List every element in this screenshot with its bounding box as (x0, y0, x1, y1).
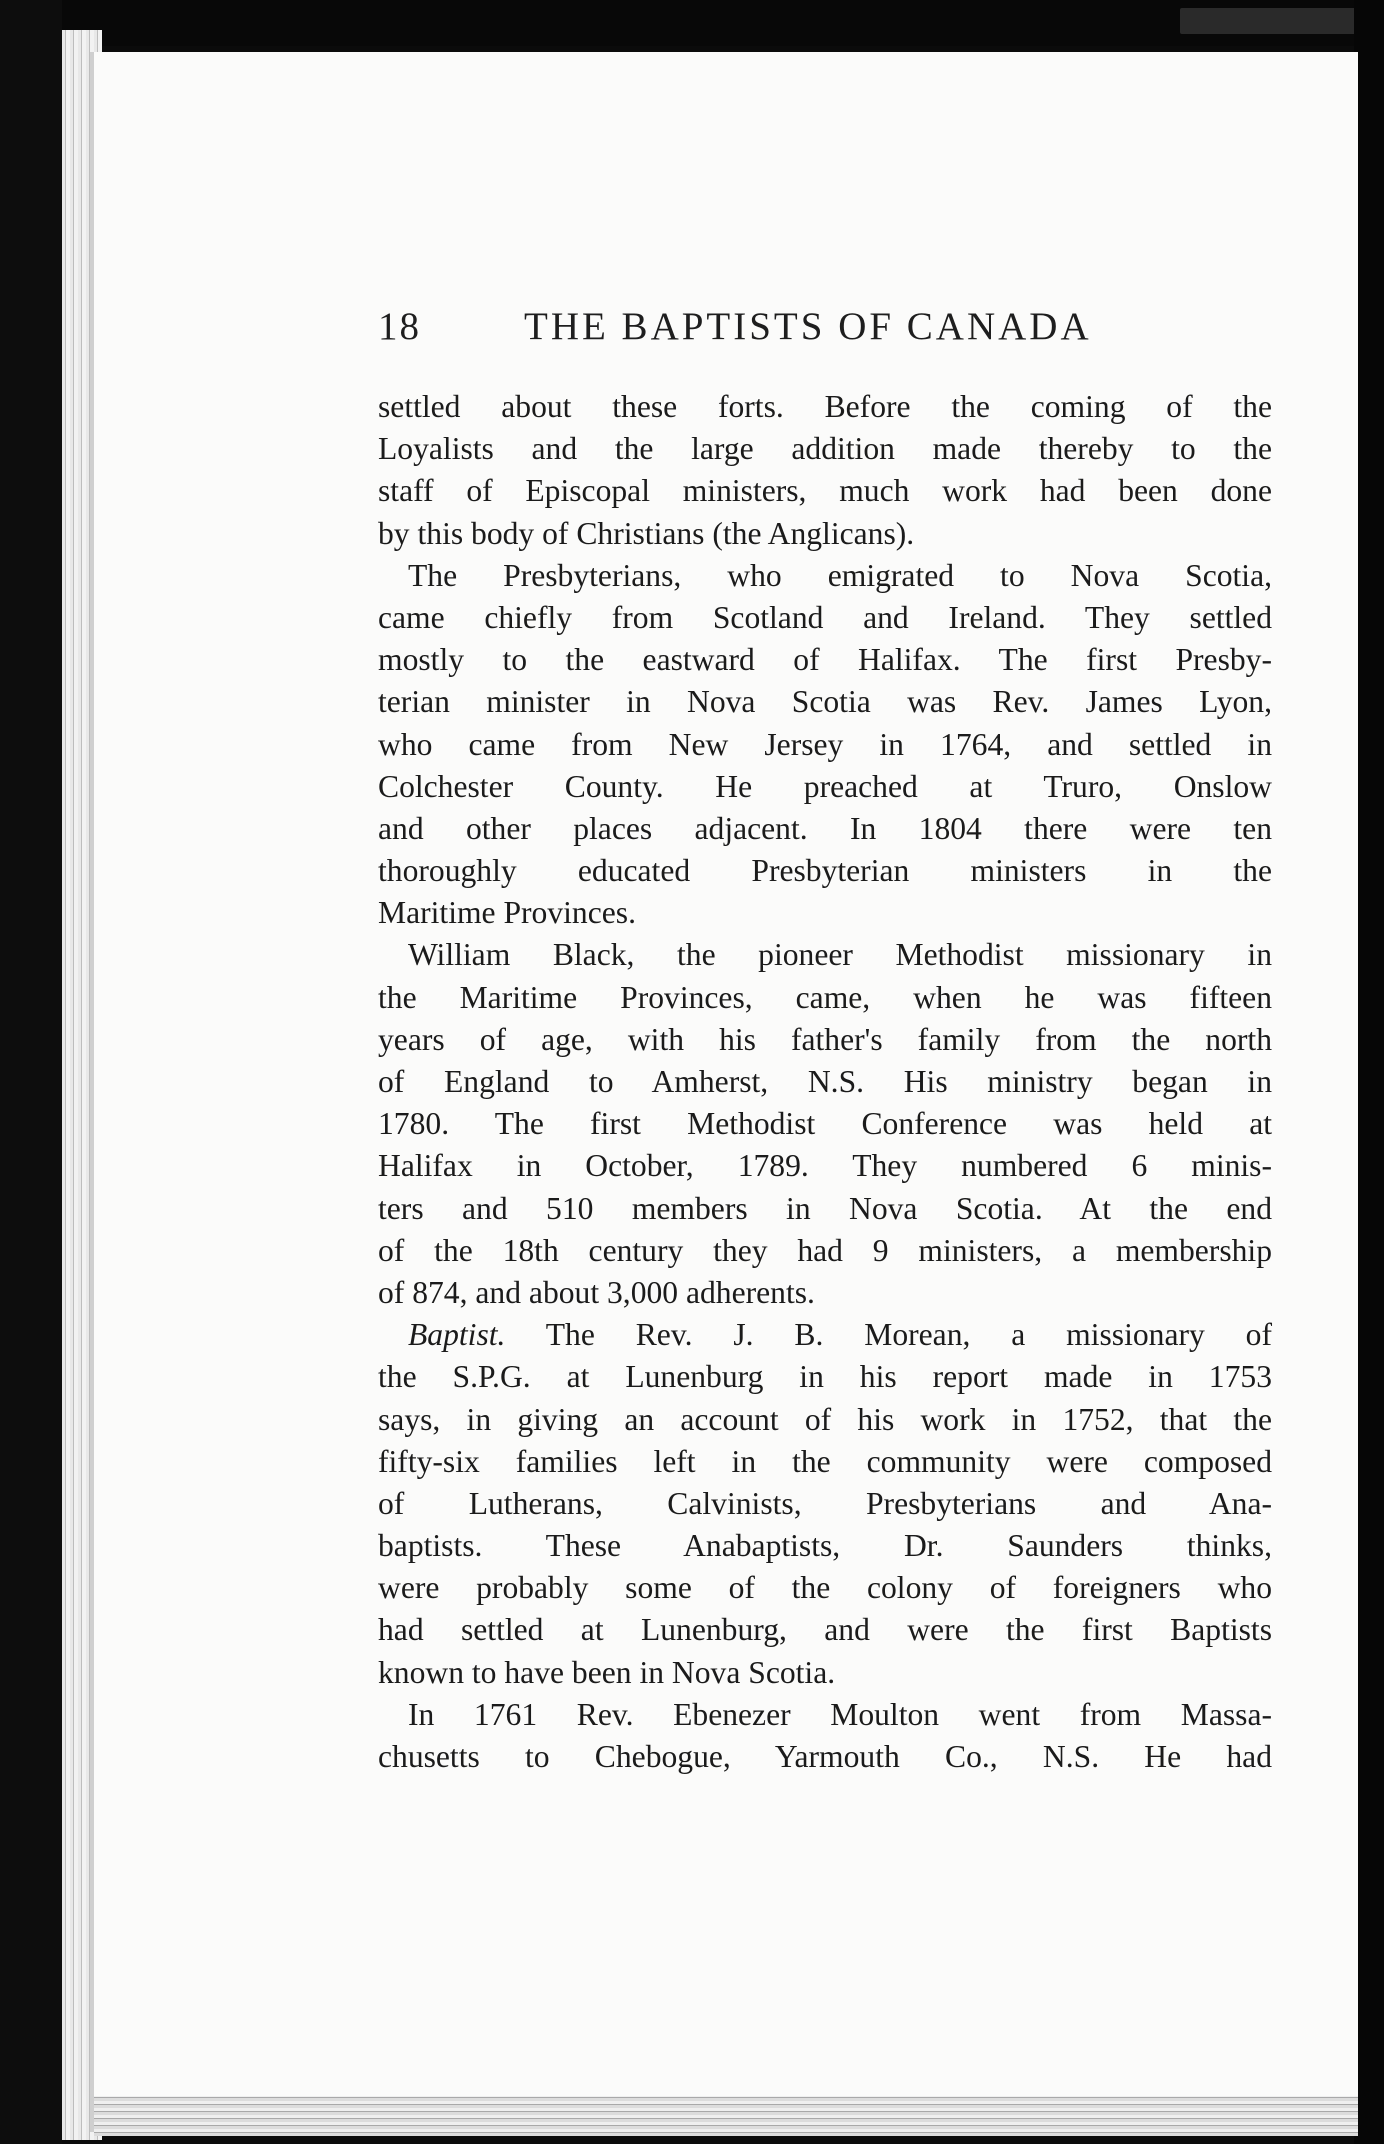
page-bottom-edge (94, 2096, 1358, 2136)
text-line: and other places adjacent. In 1804 there were ten (378, 810, 1272, 846)
scan-frame-left (0, 0, 62, 2144)
text-line: In 1761 Rev. Ebenezer Moulton went from Massa- (408, 1696, 1272, 1732)
text-line: terian minister in Nova Scotia was Rev. James Lyon, (378, 684, 1272, 720)
scan-frame-top (0, 0, 1384, 46)
page-header (378, 296, 1278, 356)
text-line: thoroughly educated Presbyterian ministers in the (378, 853, 1272, 889)
text-line: by this body of Christians (the Anglicans). (378, 515, 915, 551)
text-line: baptists. These Anabaptists, Dr. Saunders thinks, (378, 1528, 1272, 1564)
text-line: came chiefly from Scotland and Ireland. They settled (378, 599, 1272, 635)
text-line: says, in giving an account of his work in 1752, that the (378, 1401, 1272, 1437)
text-line: of Lutherans, Calvinists, Presbyterians and Ana- (378, 1485, 1272, 1521)
text-line-rest: The Rev. J. B. Morean, a missionary of (545, 1317, 1272, 1353)
text-line: settled about these forts. Before the coming of the (378, 389, 1272, 424)
text-line: of 874, and about 3,000 adherents. (378, 1274, 815, 1310)
text-line: Maritime Provinces. (378, 895, 636, 931)
text-line: years of age, with his father's family from the north (378, 1021, 1272, 1057)
scan-label-strip (1180, 8, 1370, 34)
text-line: known to have been in Nova Scotia. (378, 1654, 836, 1690)
body-text (378, 386, 1272, 1778)
text-line: ters and 510 members in Nova Scotia. At the end (378, 1190, 1272, 1226)
text-line: were probably some of the colony of foreigners who (378, 1570, 1272, 1606)
text-line: Loyalists and the large addition made thereby to the (378, 431, 1272, 467)
text-line: Halifax in October, 1789. They numbered 6 minis- (378, 1148, 1272, 1184)
text-line: chusetts to Chebogue, Yarmouth Co., N.S. He had (378, 1739, 1272, 1774)
text-line: had settled at Lunenburg, and were the first Baptists (378, 1612, 1272, 1648)
text-line: Colchester County. He preached at Truro, Onslow (378, 768, 1272, 804)
text-line: the Maritime Provinces, came, when he was fifteen (378, 979, 1272, 1015)
text-line: of the 18th century they had 9 ministers, a membership (378, 1232, 1272, 1268)
section-heading-baptist: Baptist. (408, 1317, 506, 1353)
text-line: William Black, the pioneer Methodist missionary in (408, 937, 1272, 973)
running-title: THE BAPTISTS OF CANADA (524, 305, 1092, 348)
text-line: The Presbyterians, who emigrated to Nova Scotia, (408, 557, 1272, 593)
text-line: staff of Episcopal ministers, much work had been done (378, 473, 1272, 509)
scan-frame-right (1354, 0, 1384, 2144)
text-line: who came from New Jersey in 1764, and settled in (378, 726, 1272, 762)
text-line: mostly to the eastward of Halifax. The first Presby- (378, 642, 1272, 678)
text-line (378, 1314, 1272, 1356)
page-number: 18 (378, 305, 421, 348)
text-line: 1780. The first Methodist Conference was held at (378, 1106, 1272, 1142)
text-line: of England to Amherst, N.S. His ministry began in (378, 1064, 1272, 1099)
text-line: fifty-six families left in the community were composed (378, 1443, 1272, 1479)
text-line: the S.P.G. at Lunenburg in his report made in 1753 (378, 1359, 1272, 1395)
